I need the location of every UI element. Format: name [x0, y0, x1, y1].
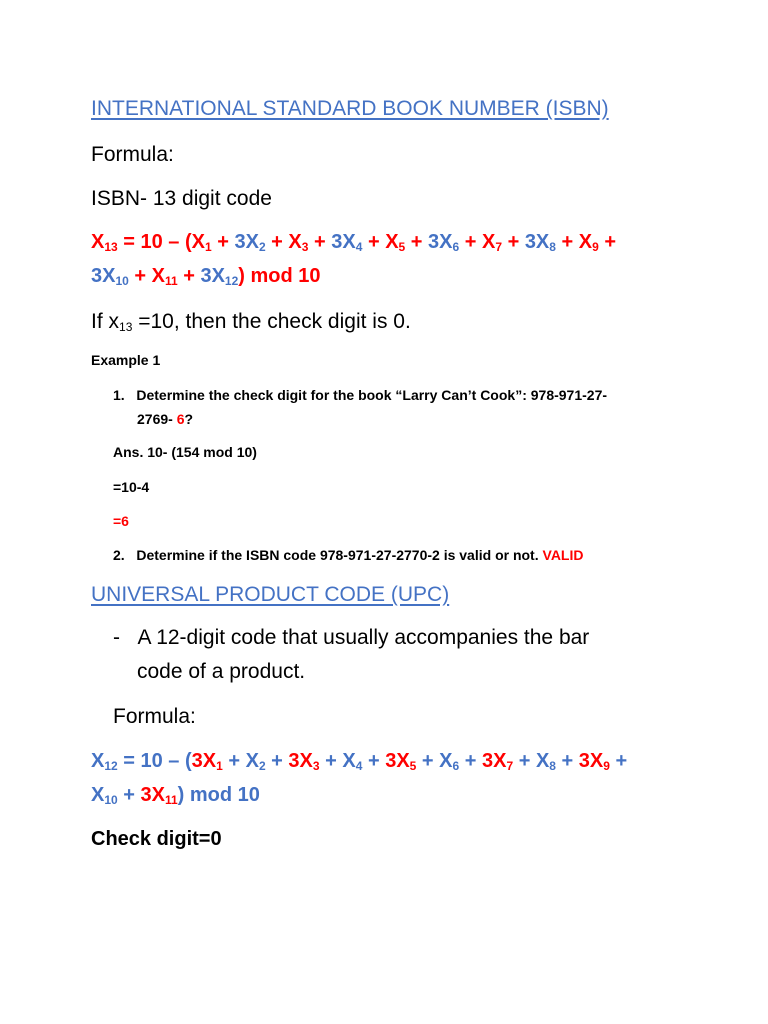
answer-line-2: =10-4 [113, 479, 150, 495]
isbn-formula-line-2: $3X_{10} + X_{11} + 3X_{12}$) mod 10 [91, 265, 321, 288]
isbn-term-8: $3X_8$ [524, 231, 556, 254]
isbn-term-5: $X_5$ [385, 231, 406, 254]
isbn-code-description: ISBN- 13 digit code [91, 187, 272, 210]
upc-term-7: $3X_7$ [481, 750, 514, 773]
isbn-formula-close: ) mod 10 [238, 265, 321, 287]
answer-line-3: =6 [113, 513, 129, 529]
isbn-term-1: $X_1$ [191, 231, 212, 254]
answer-line-1: Ans. 10- (154 mod 10) [113, 444, 257, 460]
upc-term-4: $X_4$ [342, 750, 363, 773]
upc-term-11: $3X_{11}$ [140, 784, 178, 807]
upc-term-9: $3X_9$ [578, 750, 610, 773]
question-2: 2. Determine if the ISBN code 978-971-27-2770-2 is valid or not. VALID [113, 547, 584, 563]
upc-term-8: $X_8$ [535, 750, 556, 773]
upc-bullet-continued: code of a product. [137, 660, 306, 683]
isbn-formula-line-1: $X_{13} = 10 - (X_1 + 3X_2 + X_3 + 3X_4 + X_5 + 3X_6 + X_7 + 3X_8 + X_9$ + [91, 231, 617, 254]
upc-term-1: $3X_1$ [191, 750, 223, 773]
question-1-continued: 2769- 6? [137, 411, 194, 427]
upc-term-3: $3X_3$ [288, 750, 320, 773]
isbn-term-9: $X_9$ [578, 231, 599, 254]
upc-formula-line-1: $X_{12} = 10 - (3X_1 + X_2 + 3X_3 + X_4 + 3X_5 + X_6 + 3X_7 + X_8 + 3X_9$ + [91, 750, 628, 773]
upc-formula-close: ) mod 10 [177, 784, 260, 806]
isbn-term-6: $3X_6$ [428, 231, 460, 254]
check-digit-answer: 6 [176, 411, 185, 427]
upc-formula-lhs: $X_{12} = 10$ – ( [91, 750, 192, 773]
question-1: 1. Determine the check digit for the book “Larry Can’t Cook”: 978-971-27- [113, 387, 608, 403]
dash-bullet-marker: - [113, 626, 120, 649]
upc-term-2: $X_2$ [245, 750, 266, 773]
validity-result: VALID [542, 547, 584, 563]
isbn-heading: INTERNATIONAL STANDARD BOOK NUMBER (ISBN) [91, 97, 609, 120]
isbn-term-3: $X_3$ [288, 231, 309, 254]
upc-heading: UNIVERSAL PRODUCT CODE (UPC) [91, 583, 450, 606]
isbn-term-10: $3X_{10}$ [91, 265, 129, 288]
upc-term-6: $X_6$ [439, 750, 460, 773]
isbn-term-7: $X_7$ [481, 231, 503, 254]
isbn-term-12: $3X_{12}$ [200, 265, 239, 288]
example-title: Example 1 [91, 352, 161, 368]
isbn-formula-label: Formula: [91, 143, 174, 166]
upc-formula-line-2: $X_{10} + 3X_{11}$) mod 10 [91, 784, 260, 807]
upc-formula-label: Formula: [113, 705, 196, 728]
isbn-check-rule: If $x_{13} =10$, then the check digit is 0. [91, 310, 411, 334]
upc-term-5: $3X_5$ [385, 750, 417, 773]
isbn-formula-lhs: $X_{13} = 10$ – ( [91, 231, 192, 254]
isbn-term-2: $3X_2$ [234, 231, 266, 254]
isbn-term-4: $3X_4$ [331, 231, 363, 254]
upc-term-10: $X_{10}$ [91, 784, 118, 807]
isbn-term-11: $X_{11}$ [151, 265, 178, 288]
upc-bullet: - A 12-digit code that usually accompanies the bar [113, 626, 590, 649]
upc-check-digit: Check digit=0 [91, 828, 222, 850]
